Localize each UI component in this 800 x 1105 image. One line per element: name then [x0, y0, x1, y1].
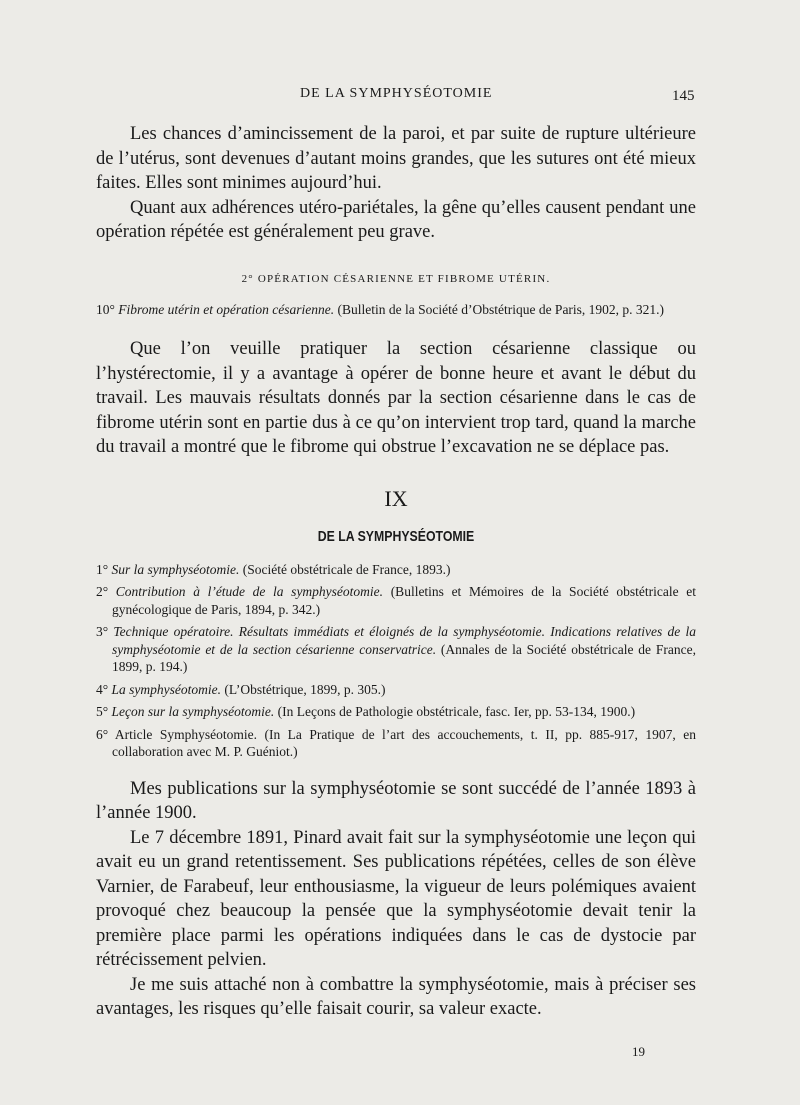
- reference-item: [96, 726, 696, 761]
- reference-number: 10°: [96, 301, 115, 317]
- reference-title: Article Symphyséotomie.: [114, 726, 257, 742]
- signature-mark: 19: [632, 1044, 645, 1059]
- paragraph: Quant aux adhérences utéro-pariétales, la gêne qu’elles causent pendant une opération répétée est généralement peu grave.: [96, 197, 696, 242]
- reference-item: [96, 681, 696, 699]
- reference-title: Sur la symphyséotomie.: [111, 561, 240, 577]
- paragraph: Je me suis attaché non à combattre la symphyséotomie, mais à préciser ses avantages, les risques qu’elle faisait courir, sa valeur exacte.: [96, 974, 696, 1019]
- reference-number: 5°: [96, 704, 109, 719]
- reference-source: (Société obstétricale de France, 1893.): [242, 561, 451, 577]
- reference-number: 6°: [96, 726, 109, 742]
- reference-item: [96, 301, 696, 319]
- reference-title: Fibrome utérin et opération césarienne.: [118, 301, 335, 317]
- reference-source: (L’Obstétrique, 1899, p. 305.): [224, 681, 386, 697]
- section-heading: 2° OPÉRATION CÉSARIENNE ET FIBROME UTÉRIN.: [241, 272, 551, 285]
- page-body: [96, 122, 696, 1022]
- reference-source: (In La Pratique de l’art des accouchements, t. II, pp. 885-917, 1907, en collaboration avec M. P. Guéniot.): [112, 726, 696, 759]
- reference-number: 1°: [96, 561, 109, 577]
- chapter-title: DE LA SYMPHYSÉOTOMIE: [317, 527, 475, 545]
- reference-source: (Bulletin de la Société d’Obstétrique de Paris, 1902, p. 321.): [337, 301, 665, 317]
- reference-source: (In Leçons de Pathologie obstétricale, fasc. Ier, pp. 53-134, 1900.): [277, 704, 636, 719]
- reference-number: 2°: [96, 584, 109, 599]
- paragraph: Mes publications sur la symphyséotomie se sont succédé de l’année 1893 à l’année 1900.: [96, 778, 696, 823]
- reference-source: (Bulletins et Mémoires de la Société obstétricale et gynécologique de Paris, 1894, p. 342.): [112, 584, 697, 617]
- chapter-numeral: IX: [384, 485, 408, 511]
- reference-list: [96, 561, 696, 761]
- running-title: DE LA SYMPHYSÉOTOMIE: [300, 86, 493, 101]
- reference-source: (Annales de la Société obstétricale de France, 1899, p. 194.): [112, 641, 696, 674]
- reference-item: [96, 623, 696, 676]
- page-number: 145: [672, 88, 695, 104]
- reference-title: La symphyséotomie.: [111, 681, 222, 697]
- reference-title: Contribution à l’étude de la symphyséotomie.: [115, 584, 384, 599]
- reference-number: 3°: [96, 624, 109, 639]
- paragraph: Que l’on veuille pratiquer la section césarienne classique ou l’hystérectomie, il y a avantage à opérer de bonne heure et avant le début du travail. Les mauvais résultats donnés par la section césarienne dans le cas de fibrome utérin sont en partie dus à ce qu’on intervient trop tard, quand la marche du travail a montré que le fibrome qui obstrue l’excavation ne se déplace pas.: [96, 339, 696, 457]
- paragraph: Les chances d’amincissement de la paroi, et par suite de rupture ultérieure de l’utérus, sont devenues d’autant moins grandes, que les sutures ont été mieux faites. Elles sont minimes aujourd’hui.: [96, 124, 696, 193]
- reference-item: [96, 703, 696, 721]
- paragraph: Le 7 décembre 1891, Pinard avait fait sur la symphyséotomie une leçon qui avait eu un grand retentissement. Ses publications répétées, celles de son élève Varnier, de Farabeuf, leur enthousiasme, la vigueur de leurs polémiques avaient provoqué chez beaucoup la pensée que la symphyséotomie devait tenir la première place parmi les opérations indiquées dans le cas de dystocie par rétrécissement pelvien.: [96, 827, 696, 970]
- reference-item: [96, 561, 696, 579]
- reference-title: Technique opératoire. Résultats immédiats et éloignés de la symphyséotomie. Indications relatives de la symphyséotomie et de la section césarienne conservatrice.: [112, 624, 696, 657]
- reference-title: Leçon sur la symphyséotomie.: [111, 704, 275, 719]
- reference-item: [96, 583, 696, 618]
- reference-number: 4°: [96, 681, 109, 697]
